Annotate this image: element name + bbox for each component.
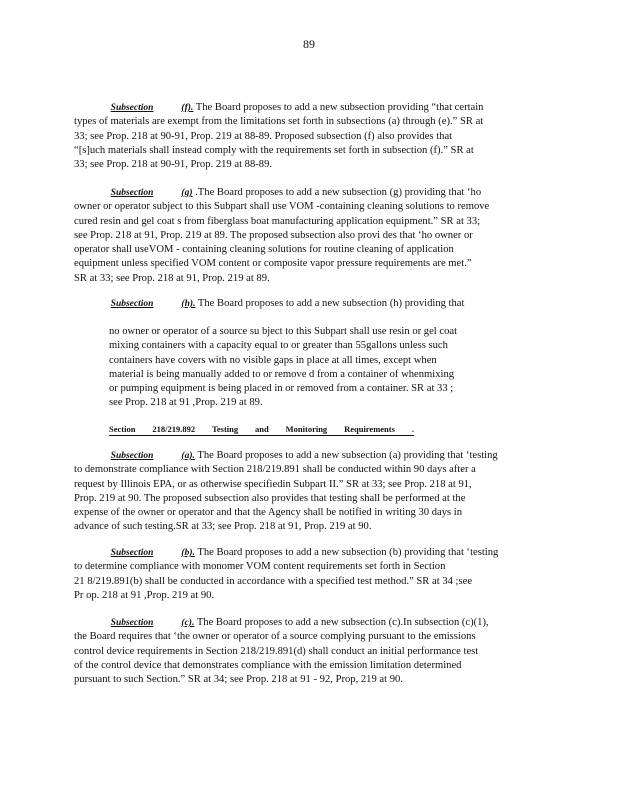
paragraph-line: 33; see Prop. 218 at 90-91, Prop. 219 at 88-89. Proposed subsection (f) also provides that	[74, 130, 453, 142]
heading-word: Monitoring	[285, 424, 328, 434]
quote-line: or pumping equipment is being placed in or removed from a container. SR at 33 ;	[109, 383, 454, 395]
paragraph-line: The Board proposes to add a new subsection (h) providing that	[197, 298, 465, 309]
subsection-lead-letter: (f).	[181, 103, 194, 113]
section-number: 218/219.892	[152, 424, 196, 434]
subsection-lead-letter: (b).	[181, 548, 195, 558]
paragraph-line: control device requirements in Section 218/219.891(d) shall conduct an initial performance test	[74, 645, 479, 657]
paragraph-line: cured resin and gel coat s from fiberglass boat manufacturing application equipment.” SR at 33;	[74, 215, 481, 227]
paragraph-subsection-c	[74, 616, 544, 687]
heading-word: Requirements	[344, 424, 395, 434]
subsection-lead-word: Subsection	[110, 618, 154, 628]
paragraph-line: “[s]uch materials shall instead comply with the requirements set forth in subsection (f).” SR at	[74, 144, 474, 156]
paragraph-line: owner or operator subject to this Subpart shall use VOM -containing cleaning solutions to remove	[74, 201, 490, 213]
paragraph-line: Prop. 219 at 90. The proposed subsection also provides that testing shall be performed at the	[74, 492, 466, 504]
paragraph-line: pursuant to such Section.” SR at 34; see Prop. 218 at 91 - 92, Prop, 219 at 90.	[74, 674, 403, 686]
subsection-lead-word: Subsection	[110, 103, 154, 113]
heading-word: Testing	[211, 424, 239, 434]
paragraph-subsection-a	[74, 449, 544, 535]
subsection-lead-word: Subsection	[110, 451, 154, 461]
page-number: 89	[303, 37, 315, 51]
paragraph-line: Pr op. 218 at 91 ,Prop. 219 at 90.	[74, 589, 215, 601]
subsection-lead-letter: (g)	[181, 188, 193, 198]
quote-line: mixing containers with a capacity equal to or greater than 55gallons unless such	[109, 340, 448, 352]
quote-line: no owner or operator of a source su bject to this Subpart shall use resin or gel coat	[109, 326, 458, 337]
paragraph-line: The Board proposes to add a new subsection (a) providing that ‘testing	[197, 450, 498, 461]
paragraph-line: 33; see Prop. 218 at 90-91, Prop. 219 at 88-89.	[74, 159, 273, 171]
paragraph-line: equipment unless specified VOM content or composite vapor pressure requirements are met.”	[74, 258, 472, 270]
heading-word: and	[255, 424, 269, 434]
paragraph-line: types of materials are exempt from the limitations set forth in subsections (a) through (e).” SR at	[74, 116, 484, 128]
paragraph-line: the Board requires that ‘the owner or operator of a source complying pursuant to the emissions	[74, 631, 476, 643]
subsection-lead-letter: (c).	[181, 618, 195, 628]
section-word: Section	[109, 424, 136, 434]
paragraph-line: The Board proposes to add a new subsection (b) providing that ‘testing	[197, 547, 499, 558]
quote-line: see Prop. 218 at 91 ,Prop. 219 at 89.	[109, 397, 263, 409]
paragraph-line: The Board proposes to add a new subsection (c).In subsection (c)(1),	[196, 617, 489, 628]
subsection-lead-word: Subsection	[110, 188, 154, 198]
paragraph-line: of the control device that demonstrates compliance with the emission limitation determined	[74, 659, 462, 671]
paragraph-subsection-b	[74, 546, 544, 603]
paragraph-line: 21 8/219.891(b) shall be conducted in accordance with a specified test method.” SR at 34 ;see	[74, 575, 473, 587]
block-quote-h	[109, 325, 544, 411]
paragraph-line: SR at 33; see Prop. 218 at 91, Prop. 219 at 89.	[74, 272, 270, 284]
subsection-lead-word: Subsection	[110, 548, 154, 558]
paragraph-line: expense of the owner or operator and that the Agency shall be notified in writing 30 days in	[74, 507, 463, 519]
paragraph-line: to demonstrate compliance with Section 218/219.891 shall be conducted within 90 days after a	[74, 464, 476, 476]
paragraph-subsection-f	[74, 101, 544, 172]
paragraph-line: advance of such testing.SR at 33; see Prop. 218 at 91, Prop. 219 at 90.	[74, 521, 372, 533]
section-heading	[109, 424, 414, 436]
paragraph-line: request by Illinois EPA, or as otherwise specifiedin Subpart II.” SR at 33; see Prop. 218 at 91,	[74, 478, 472, 490]
paragraph-line: to determine compliance with monomer VOM content requirements set forth in Section	[74, 561, 446, 573]
paragraph-line: see Prop. 218 at 91, Prop. 219 at 89. The proposed subsection also provi des that ‘ho owner or	[74, 229, 473, 241]
paragraph-subsection-h	[74, 297, 544, 311]
paragraph-line: operator shall useVOM - containing cleaning solutions for routine cleaning of application	[74, 244, 454, 256]
paragraph-line: .The Board proposes to add a new subsection (g) providing that ‘ho	[195, 187, 482, 198]
subsection-lead-letter: (h).	[181, 299, 196, 309]
subsection-lead-word: Subsection	[110, 299, 154, 309]
paragraph-subsection-g	[74, 186, 544, 286]
quote-line: material is being manually added to or remove d from a container of whenmixing	[109, 368, 455, 380]
quote-line: containers have covers with no visible gaps in place at all times, except when	[109, 354, 437, 366]
paragraph-line: The Board proposes to add a new subsection providing “that certain	[195, 102, 484, 113]
heading-end: .	[411, 424, 414, 434]
subsection-lead-letter: (a).	[181, 451, 195, 461]
